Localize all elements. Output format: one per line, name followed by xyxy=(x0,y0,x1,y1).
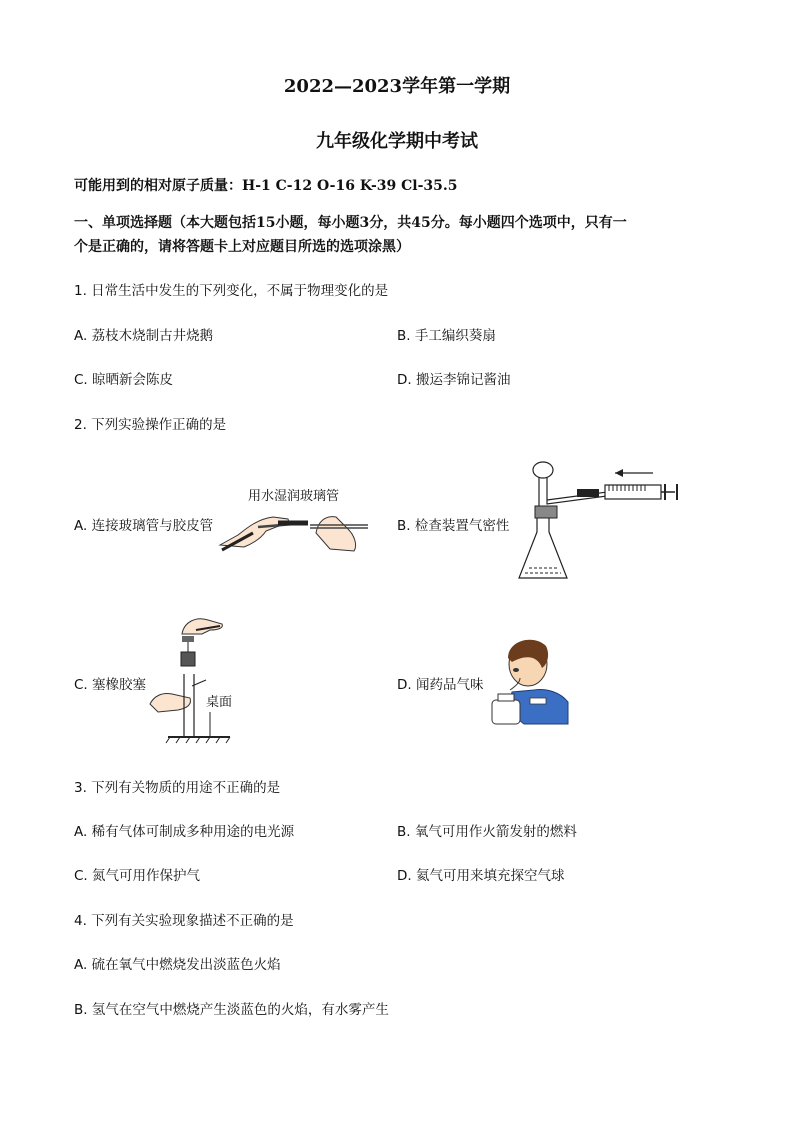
section-heading-line2: 个是正确的，请将答题卡上对应题目所选的选项涂黑） xyxy=(74,239,410,255)
q2-option-c[interactable]: C. 塞橡胶塞 xyxy=(74,677,147,693)
q4-option-b[interactable]: B. 氢气在空气中燃烧产生淡蓝色的火焰，有水雾产生 xyxy=(74,1002,389,1018)
q3-option-d[interactable]: D. 氦气可用来填充探空气球 xyxy=(397,868,565,884)
figure-connect-tube xyxy=(218,505,368,555)
q1-option-a[interactable]: A. 荔枝木烧制古井烧鹅 xyxy=(74,328,214,344)
atomic-masses: 可能用到的相对原子质量：H-1 C-12 O-16 K-39 Cl-35.5 xyxy=(74,178,458,194)
q2-option-a[interactable]: A. 连接玻璃管与胶皮管 xyxy=(74,518,214,534)
table-surface-label: 桌面 xyxy=(206,695,233,710)
q1-option-d[interactable]: D. 搬运李锦记酱油 xyxy=(397,372,511,388)
figure-smell-reagent xyxy=(490,634,570,726)
q3-option-c[interactable]: C. 氮气可用作保护气 xyxy=(74,868,201,884)
exam-title-line1: 2022—2023学年第一学期 xyxy=(283,76,511,97)
wet-glass-tube-label: 用水湿润玻璃管 xyxy=(248,489,340,504)
question-2-stem: 2. 下列实验操作正确的是 xyxy=(74,417,227,433)
question-3-stem: 3. 下列有关物质的用途不正确的是 xyxy=(74,780,281,796)
q3-option-a[interactable]: A. 稀有气体可制成多种用途的电光源 xyxy=(74,824,295,840)
q2-option-d[interactable]: D. 闻药品气味 xyxy=(397,677,484,693)
q2-option-b[interactable]: B. 检查装置气密性 xyxy=(397,518,510,534)
exam-title-line2: 九年级化学期中考试 xyxy=(316,131,478,152)
question-1-stem: 1. 日常生活中发生的下列变化，不属于物理变化的是 xyxy=(74,283,389,299)
section-heading-line1: 一、单项选择题（本大题包括15小题，每小题3分，共45分。每小题四个选项中，只有一 xyxy=(74,215,627,231)
q1-option-b[interactable]: B. 手工编织葵扇 xyxy=(397,328,496,344)
figure-airtightness-check xyxy=(515,460,685,585)
q4-option-a[interactable]: A. 硫在氧气中燃烧发出淡蓝色火焰 xyxy=(74,957,281,973)
figure-insert-stopper xyxy=(148,612,238,744)
q1-option-c[interactable]: C. 晾晒新会陈皮 xyxy=(74,372,174,388)
q3-option-b[interactable]: B. 氧气可用作火箭发射的燃料 xyxy=(397,824,577,840)
question-4-stem: 4. 下列有关实验现象描述不正确的是 xyxy=(74,913,294,929)
